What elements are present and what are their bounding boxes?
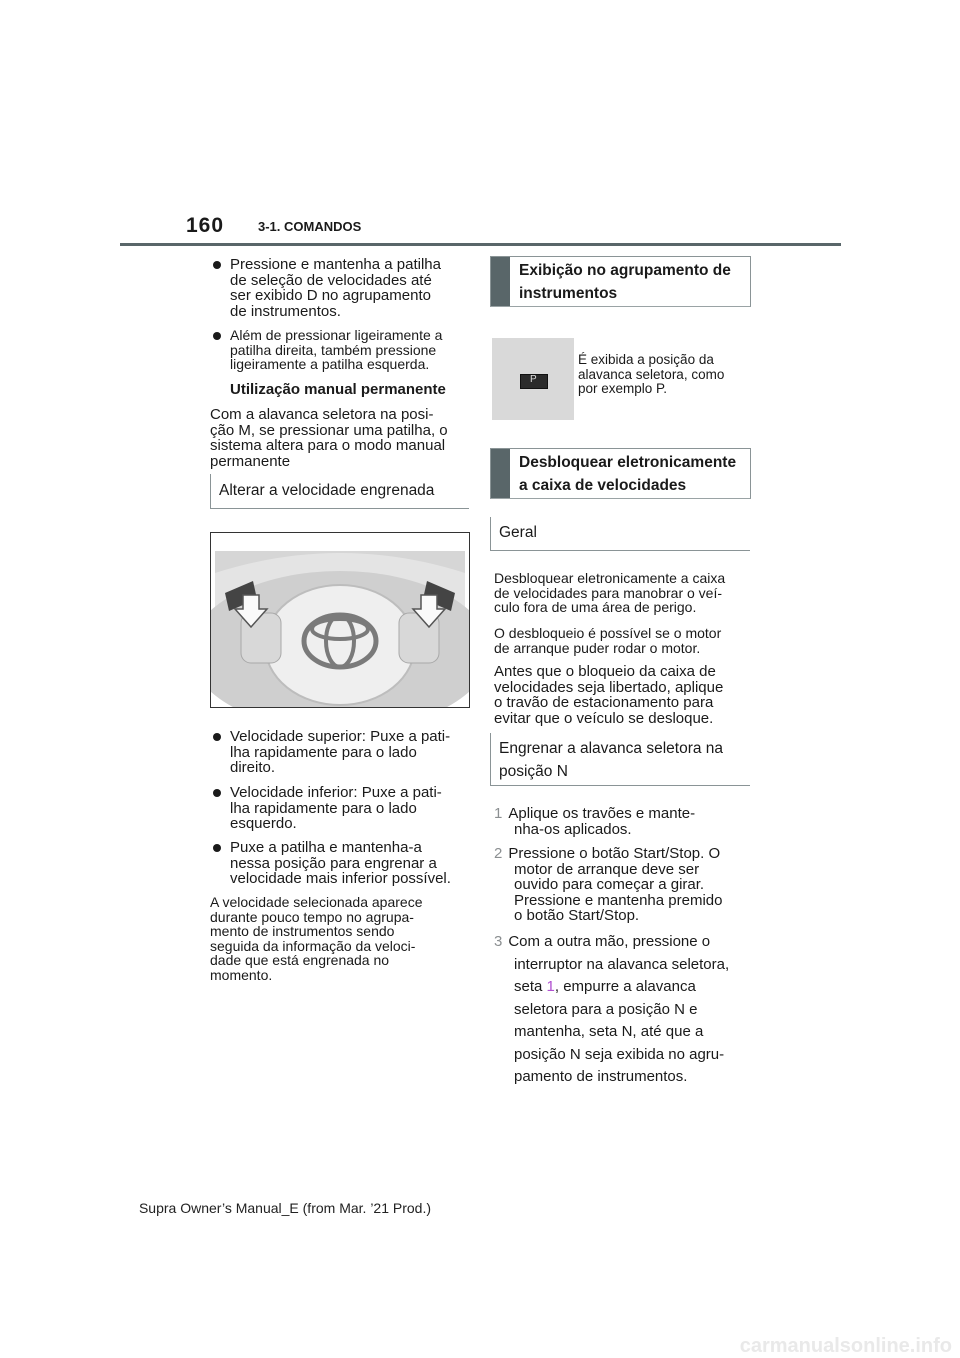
bullet-downshift: Velocidade inferior: Puxe a pati- lha rapidamente para o lado esquerdo. <box>210 785 486 832</box>
gear-p-icon: P <box>520 374 548 389</box>
paragraph-unlock-purpose: Desbloquear eletronicamente a caixa de velocidades para manobrar o veí- culo fora de uma área de perigo. <box>494 570 726 615</box>
title-box-cluster-display: Exibição no agrupamento de instrumentos <box>490 256 751 307</box>
section-box-engage-neutral: Engrenar a alavanca seletora na posição N <box>490 733 750 786</box>
step-2: 2 Pressione o botão Start/Stop. O motor de arranque deve ser ouvido para começar a girar. Pressione e mantenha premido o botão Start/Stop. <box>494 845 723 924</box>
header-divider <box>120 243 841 246</box>
watermark-text: carmanualsonline.info <box>739 1335 952 1357</box>
paragraph-manual-mode: Com a alavanca seletora na posi- ção M, se pressionar uma patilha, o sistema altera para o modo manual permanente <box>210 406 448 470</box>
subheading-manual-mode: Utilização manual permanente <box>230 381 446 398</box>
page-number: 160 <box>186 214 225 237</box>
step-1-number: 1 <box>494 805 503 822</box>
section-box-general: Geral <box>490 517 750 551</box>
section-label: 3-1. COMANDOS <box>258 219 362 234</box>
bullet-hold-paddle: Pressione e mantenha a patilha de seleção de velocidades até ser exibido D no agrupamento de instrumentos. <box>210 257 486 319</box>
step-3-number: 3 <box>494 933 503 950</box>
paragraph-parking-brake: Antes que o bloqueio da caixa de velocidades seja libertado, aplique o travão de estacionamento para evitar que o veículo se desloque. <box>494 663 724 727</box>
step-2-number: 2 <box>494 845 503 862</box>
display-image <box>492 338 574 420</box>
section-box-change-gear: Alterar a velocidade engrenada <box>210 474 469 509</box>
paragraph-selected-gear: A velocidade selecionada aparece durante pouco tempo no agrupa- mento de instrumentos sendo seguida da informação da veloci- dade que está engrenada no momento. <box>210 894 423 983</box>
title-box-unlock-transmission: Desbloquear eletronicamente a caixa de velocidades <box>490 448 751 499</box>
paragraph-unlock-condition: O desbloqueio é possível se o motor de arranque puder rodar o motor. <box>494 625 722 656</box>
bullet-upshift: Velocidade superior: Puxe a pati- lha rapidamente para o lado direito. <box>210 729 486 776</box>
steering-wheel-illustration <box>211 533 469 707</box>
bullet-press-both-paddles: Além de pressionar ligeiramente a patilha direita, também pressione ligeiramente a patilha esquerda. <box>210 328 486 372</box>
watermark <box>0 1335 960 1358</box>
step-1: 1 Aplique os travões e mante- nha-os aplicados. <box>494 805 696 838</box>
footer: Supra Owner’s Manual_E (from Mar. ’21 Prod.) <box>138 1200 432 1216</box>
steering-wheel-figure <box>210 532 470 708</box>
title-box-accent-bar <box>491 257 510 306</box>
step-3: 3 Com a outra mão, pressione o interruptor na alavanca seletora, seta 1, empurre a alavanca seletora para a posição N e mantenha, seta N, até que a posição N seja exibida no agru- pamento de instrumentos. <box>494 933 730 1085</box>
display-caption: É exibida a posição da alavanca seletora, como por exemplo P. <box>578 352 725 396</box>
title-box-accent-bar <box>491 449 510 498</box>
bullet-lowest-gear: Puxe a patilha e mantenha-a nessa posição para engrenar a velocidade mais inferior possível. <box>210 840 486 887</box>
arrow-1-reference: 1 <box>546 978 555 995</box>
